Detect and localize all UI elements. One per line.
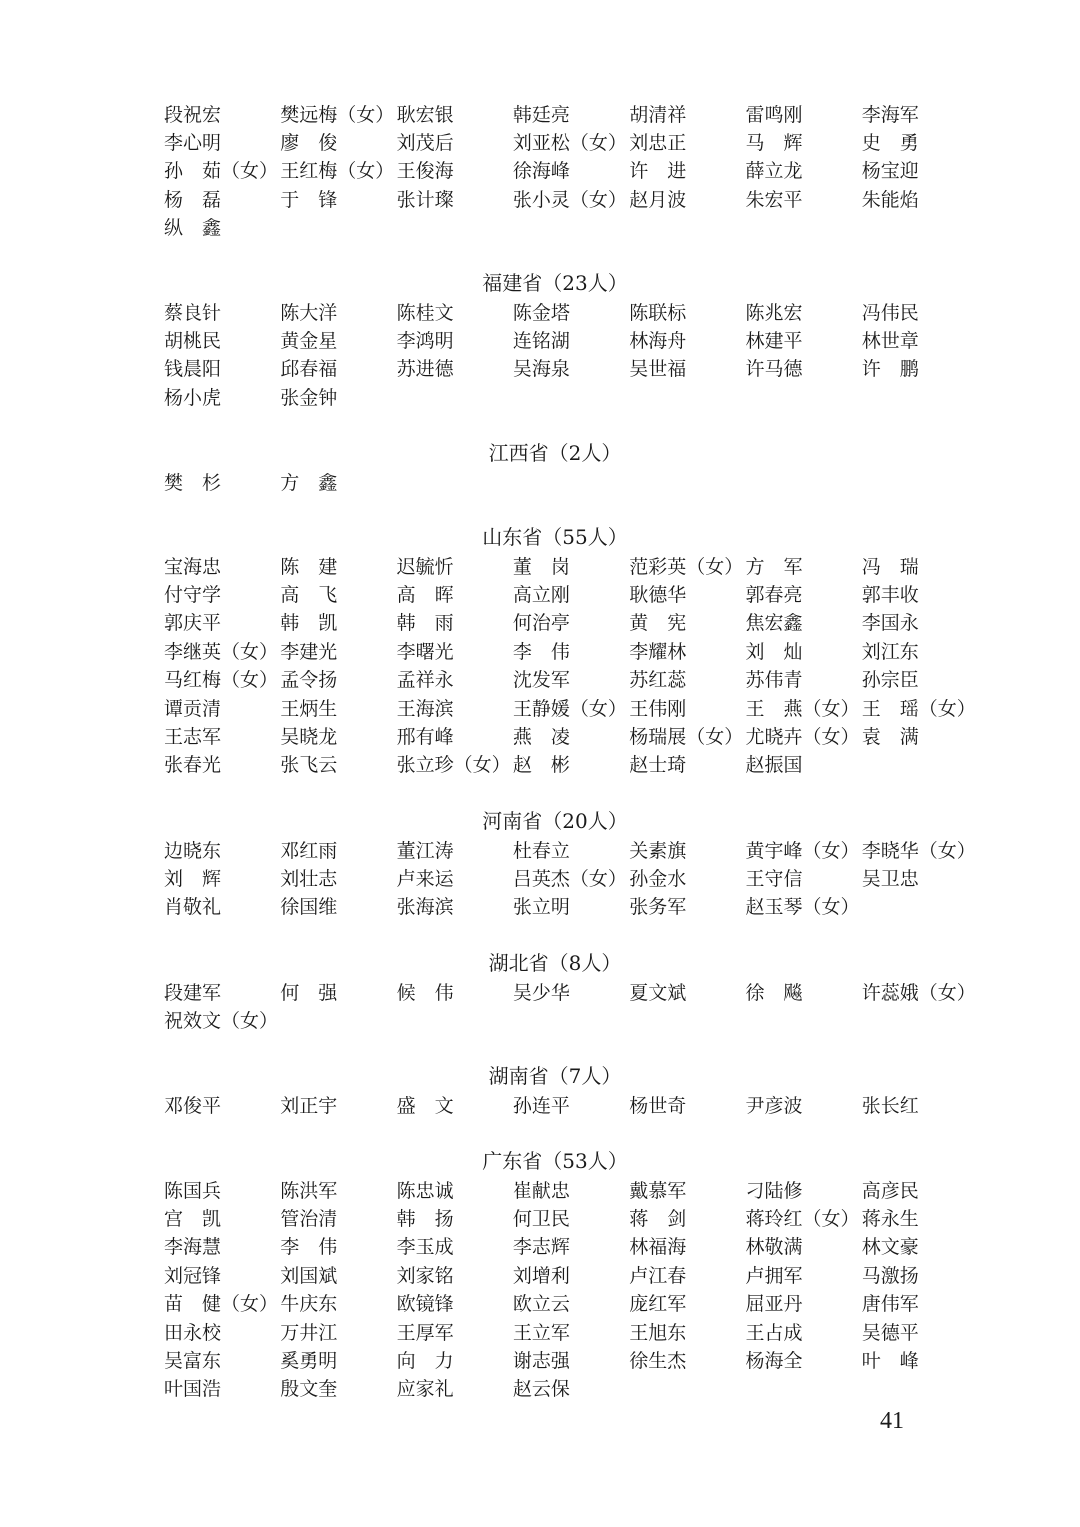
person-name: 林建平 — [745, 330, 803, 353]
person-name: 袁 满 — [861, 726, 919, 749]
person-name: 屈亚丹 — [745, 1293, 803, 1316]
person-name: 李海慧 — [164, 1236, 222, 1259]
person-name: 李建光 — [280, 640, 338, 663]
person-name: 邢有峰 — [396, 726, 454, 749]
person-name: 祝效文（女） — [164, 1010, 279, 1033]
name-row — [164, 892, 978, 920]
person-name: 沈发军 — [512, 669, 570, 692]
name-grid — [164, 835, 978, 920]
person-name: 钱晨阳 — [164, 358, 222, 381]
person-name: 黄金星 — [280, 330, 338, 353]
name-row — [164, 1203, 978, 1231]
person-name: 刘茂后 — [396, 132, 454, 155]
person-name: 方 军 — [745, 555, 803, 578]
province-heading: 河南省（20人） — [482, 809, 628, 833]
person-name: 吕英杰（女） — [512, 868, 627, 891]
person-name: 孟令扬 — [280, 669, 338, 692]
person-name: 冯 瑞 — [861, 555, 919, 578]
person-name: 王 燕（女） — [745, 697, 860, 720]
name-row — [164, 1005, 978, 1033]
person-name: 吴海泉 — [512, 358, 570, 381]
person-name: 燕 凌 — [512, 726, 570, 749]
person-name: 付守学 — [164, 584, 222, 607]
province-heading: 江西省（2人） — [488, 441, 622, 465]
person-name: 韩廷亮 — [512, 103, 570, 126]
name-row — [164, 665, 978, 693]
person-name: 夏文斌 — [629, 981, 687, 1004]
person-name: 焦宏鑫 — [745, 612, 803, 635]
person-name: 赵月波 — [629, 188, 687, 211]
person-name: 连铭湖 — [512, 330, 570, 353]
person-name: 杨 磊 — [164, 188, 222, 211]
person-name: 张立明 — [512, 896, 570, 919]
person-name: 张海滨 — [396, 896, 454, 919]
person-name: 廖 俊 — [280, 132, 338, 155]
person-name: 向 力 — [396, 1350, 454, 1373]
name-grid — [164, 551, 978, 778]
person-name: 蒋玲红（女） — [745, 1208, 860, 1231]
person-name: 陈兆宏 — [745, 301, 803, 324]
person-name: 孙金水 — [629, 868, 687, 891]
person-name: 杜春立 — [512, 839, 570, 862]
person-name: 董江涛 — [396, 839, 454, 862]
person-name: 史 勇 — [861, 132, 919, 155]
person-name: 徐生杰 — [629, 1350, 687, 1373]
person-name: 苏红蕊 — [629, 669, 687, 692]
person-name: 王旭东 — [629, 1321, 687, 1344]
person-name: 张计璨 — [396, 188, 454, 211]
person-name: 管治清 — [280, 1208, 338, 1231]
person-name: 李曙光 — [396, 640, 454, 663]
person-name: 张立珍（女） — [396, 754, 511, 777]
person-name: 刘 辉 — [164, 868, 222, 891]
name-row — [164, 636, 978, 664]
province-heading: 广东省（53人） — [482, 1149, 628, 1173]
person-name: 刘正宇 — [280, 1094, 338, 1117]
person-name: 胡清祥 — [629, 103, 687, 126]
person-name: 王厚军 — [396, 1321, 454, 1344]
person-name: 马 辉 — [745, 132, 803, 155]
person-name: 刘国斌 — [280, 1264, 338, 1287]
person-name: 赵士琦 — [629, 754, 687, 777]
person-name: 李志辉 — [512, 1236, 570, 1259]
person-name: 何 强 — [280, 981, 338, 1004]
province-heading: 湖北省（8人） — [488, 951, 622, 975]
person-name: 李晓华（女） — [861, 839, 976, 862]
person-name: 张务军 — [629, 896, 687, 919]
person-name: 邓俊平 — [164, 1094, 222, 1117]
person-name: 李玉成 — [396, 1236, 454, 1259]
person-name: 黄 宪 — [629, 612, 687, 635]
person-name: 李海军 — [861, 103, 919, 126]
name-row — [164, 467, 397, 495]
person-name: 王红梅（女） — [280, 160, 395, 183]
person-name: 耿宏银 — [396, 103, 454, 126]
person-name: 吴富东 — [164, 1350, 222, 1373]
person-name: 陈国兵 — [164, 1179, 222, 1202]
name-row — [164, 325, 978, 353]
name-row — [164, 750, 978, 778]
person-name: 王占成 — [745, 1321, 803, 1344]
person-name: 马红梅（女） — [164, 669, 279, 692]
province-heading: 山东省（55人） — [482, 525, 628, 549]
person-name: 耿德华 — [629, 584, 687, 607]
person-name: 段祝宏 — [164, 103, 222, 126]
person-name: 张金钟 — [280, 386, 338, 409]
name-row — [164, 127, 978, 155]
person-name: 黄宇峰（女） — [745, 839, 860, 862]
person-name: 孙 茹（女） — [164, 160, 279, 183]
person-name: 李 伟 — [512, 640, 570, 663]
person-name: 杨小虎 — [164, 386, 222, 409]
name-row — [164, 835, 978, 863]
person-name: 迟毓忻 — [396, 555, 454, 578]
person-name: 吴世福 — [629, 358, 687, 381]
person-name: 方 鑫 — [280, 471, 338, 494]
name-grid — [164, 1090, 978, 1118]
person-name: 欧镜锋 — [396, 1293, 454, 1316]
person-name: 陈桂文 — [396, 301, 454, 324]
name-row — [164, 579, 978, 607]
name-row — [164, 1345, 978, 1373]
person-name: 殷文奎 — [280, 1378, 338, 1401]
person-name: 马激扬 — [861, 1264, 919, 1287]
person-name: 李国永 — [861, 612, 919, 635]
name-row — [164, 99, 978, 127]
person-name: 奚勇明 — [280, 1350, 338, 1373]
person-name: 雷鸣刚 — [745, 103, 803, 126]
person-name: 邓红雨 — [280, 839, 338, 862]
person-name: 候 伟 — [396, 981, 454, 1004]
person-name: 段建军 — [164, 981, 222, 1004]
person-name: 肖敬礼 — [164, 896, 222, 919]
person-name: 赵振国 — [745, 754, 803, 777]
person-name: 谢志强 — [512, 1350, 570, 1373]
person-name: 刁陆修 — [745, 1179, 803, 1202]
person-name: 范彩英（女） — [629, 555, 744, 578]
person-name: 樊远梅（女） — [280, 103, 395, 126]
person-name: 徐国维 — [280, 896, 338, 919]
name-row — [164, 977, 978, 1005]
name-row — [164, 1232, 978, 1260]
person-name: 卢拥军 — [745, 1264, 803, 1287]
person-name: 王志军 — [164, 726, 222, 749]
person-name: 吴卫忠 — [861, 868, 919, 891]
person-name: 杨世奇 — [629, 1094, 687, 1117]
person-name: 张飞云 — [280, 754, 338, 777]
person-name: 卢来运 — [396, 868, 454, 891]
name-grid — [164, 297, 978, 411]
person-name: 许 鹏 — [861, 358, 919, 381]
person-name: 陈金塔 — [512, 301, 570, 324]
person-name: 戴慕军 — [629, 1179, 687, 1202]
person-name: 叶 峰 — [861, 1350, 919, 1373]
person-name: 杨海全 — [745, 1350, 803, 1373]
name-row — [164, 1260, 978, 1288]
person-name: 关素旗 — [629, 839, 687, 862]
person-name: 刘冠锋 — [164, 1264, 222, 1287]
name-row — [164, 693, 978, 721]
person-name: 许蕊娥（女） — [861, 981, 976, 1004]
person-name: 高立刚 — [512, 584, 570, 607]
person-name: 欧立云 — [512, 1293, 570, 1316]
person-name: 盛 文 — [396, 1094, 454, 1117]
person-name: 边晓东 — [164, 839, 222, 862]
person-name: 邱春福 — [280, 358, 338, 381]
person-name: 林敬满 — [745, 1236, 803, 1259]
person-name: 胡桃民 — [164, 330, 222, 353]
person-name: 王守信 — [745, 868, 803, 891]
person-name: 田永校 — [164, 1321, 222, 1344]
person-name: 高 晖 — [396, 584, 454, 607]
province-heading: 福建省（23人） — [482, 271, 628, 295]
person-name: 苗 健（女） — [164, 1293, 279, 1316]
person-name: 郭庆平 — [164, 612, 222, 635]
person-name: 王俊海 — [396, 160, 454, 183]
person-name: 郭丰收 — [861, 584, 919, 607]
person-name: 陈联标 — [629, 301, 687, 324]
person-name: 林福海 — [629, 1236, 687, 1259]
person-name: 赵云保 — [512, 1378, 570, 1401]
person-name: 徐 飚 — [745, 981, 803, 1004]
person-name: 李耀林 — [629, 640, 687, 663]
name-grid — [164, 1175, 978, 1402]
person-name: 刘亚松（女） — [512, 132, 627, 155]
person-name: 吴晓龙 — [280, 726, 338, 749]
person-name: 牛庆东 — [280, 1293, 338, 1316]
person-name: 谭贡清 — [164, 697, 222, 720]
person-name: 朱能焰 — [861, 188, 919, 211]
person-name: 应家礼 — [396, 1378, 454, 1401]
person-name: 林文豪 — [861, 1236, 919, 1259]
person-name: 高彦民 — [861, 1179, 919, 1202]
person-name: 刘 灿 — [745, 640, 803, 663]
person-name: 尹彦波 — [745, 1094, 803, 1117]
person-name: 蒋 剑 — [629, 1208, 687, 1231]
person-name: 卢江春 — [629, 1264, 687, 1287]
person-name: 韩 扬 — [396, 1208, 454, 1231]
person-name: 韩 凯 — [280, 612, 338, 635]
person-name: 何卫民 — [512, 1208, 570, 1231]
person-name: 林海舟 — [629, 330, 687, 353]
person-name: 郭春亮 — [745, 584, 803, 607]
name-row — [164, 551, 978, 579]
person-name: 李 伟 — [280, 1236, 338, 1259]
person-name: 孙连平 — [512, 1094, 570, 1117]
person-name: 何治亭 — [512, 612, 570, 635]
person-name: 庞红军 — [629, 1293, 687, 1316]
person-name: 陈忠诚 — [396, 1179, 454, 1202]
person-name: 蒋永生 — [861, 1208, 919, 1231]
person-name: 薛立龙 — [745, 160, 803, 183]
person-name: 陈 建 — [280, 555, 338, 578]
person-name: 于 锋 — [280, 188, 338, 211]
person-name: 刘家铭 — [396, 1264, 454, 1287]
person-name: 杨瑞展（女） — [629, 726, 744, 749]
person-name: 尤晓卉（女） — [745, 726, 860, 749]
name-row — [164, 382, 978, 410]
person-name: 朱宏平 — [745, 188, 803, 211]
person-name: 林世章 — [861, 330, 919, 353]
person-name: 张春光 — [164, 754, 222, 777]
person-name: 王伟刚 — [629, 697, 687, 720]
person-name: 王立军 — [512, 1321, 570, 1344]
name-grid — [164, 99, 978, 241]
person-name: 唐伟军 — [861, 1293, 919, 1316]
person-name: 赵玉琴（女） — [745, 896, 860, 919]
person-name: 王 瑶（女） — [861, 697, 976, 720]
page-number: 41 — [880, 1408, 904, 1434]
person-name: 孙宗臣 — [861, 669, 919, 692]
name-row — [164, 1090, 978, 1118]
person-name: 刘江东 — [861, 640, 919, 663]
person-name: 王海滨 — [396, 697, 454, 720]
person-name: 王炳生 — [280, 697, 338, 720]
person-name: 蔡良针 — [164, 301, 222, 324]
person-name: 吴少华 — [512, 981, 570, 1004]
name-row — [164, 213, 978, 241]
person-name: 苏进德 — [396, 358, 454, 381]
name-row — [164, 863, 978, 891]
person-name: 吴德平 — [861, 1321, 919, 1344]
name-row — [164, 297, 978, 325]
name-row — [164, 184, 978, 212]
person-name: 许马德 — [745, 358, 803, 381]
name-row — [164, 1317, 978, 1345]
person-name: 刘忠正 — [629, 132, 687, 155]
person-name: 陈大洋 — [280, 301, 338, 324]
person-name: 李心明 — [164, 132, 222, 155]
person-name: 叶国浩 — [164, 1378, 222, 1401]
person-name: 赵 彬 — [512, 754, 570, 777]
person-name: 刘增利 — [512, 1264, 570, 1287]
person-name: 宝海忠 — [164, 555, 222, 578]
name-row — [164, 1289, 978, 1317]
person-name: 杨宝迎 — [861, 160, 919, 183]
person-name: 张小灵（女） — [512, 188, 627, 211]
name-row — [164, 721, 978, 749]
person-name: 刘壮志 — [280, 868, 338, 891]
person-name: 苏伟青 — [745, 669, 803, 692]
person-name: 陈洪军 — [280, 1179, 338, 1202]
person-name: 樊 杉 — [164, 471, 222, 494]
name-row — [164, 156, 978, 184]
person-name: 张长红 — [861, 1094, 919, 1117]
person-name: 冯伟民 — [861, 301, 919, 324]
person-name: 韩 雨 — [396, 612, 454, 635]
person-name: 许 进 — [629, 160, 687, 183]
person-name: 宫 凯 — [164, 1208, 222, 1231]
person-name: 崔献忠 — [512, 1179, 570, 1202]
person-name: 李鸿明 — [396, 330, 454, 353]
name-row — [164, 608, 978, 636]
person-name: 王静媛（女） — [512, 697, 627, 720]
person-name: 纵 鑫 — [164, 217, 222, 240]
person-name: 孟祥永 — [396, 669, 454, 692]
person-name: 万井江 — [280, 1321, 338, 1344]
name-grid — [164, 977, 978, 1034]
name-row — [164, 1175, 978, 1203]
name-row — [164, 1374, 978, 1402]
person-name: 董 岗 — [512, 555, 570, 578]
name-row — [164, 354, 978, 382]
person-name: 高 飞 — [280, 584, 338, 607]
person-name: 徐海峰 — [512, 160, 570, 183]
name-grid — [164, 467, 397, 495]
province-heading: 湖南省（7人） — [488, 1064, 622, 1088]
person-name: 李继英（女） — [164, 640, 279, 663]
